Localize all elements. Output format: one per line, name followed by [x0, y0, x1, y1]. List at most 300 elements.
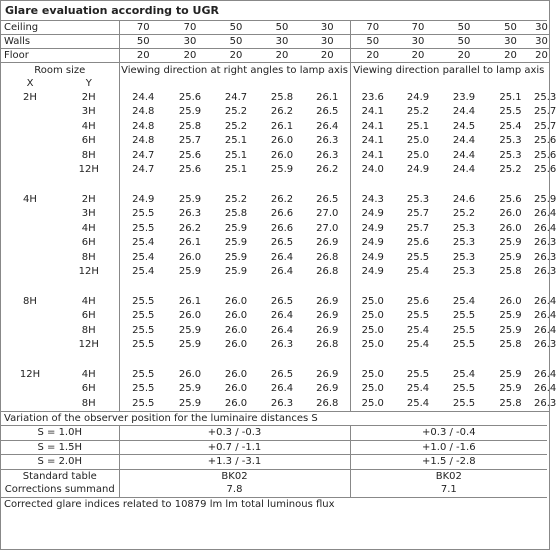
- surface-label: Walls: [1, 35, 119, 49]
- room-y-value: 8H: [59, 250, 119, 265]
- gap-cell: [119, 279, 350, 294]
- ugr-value: 26.2: [270, 106, 294, 118]
- ugr-value: 24.1: [361, 120, 384, 132]
- ugr-value: 25.1: [224, 135, 248, 147]
- ugr-value: 26.5: [305, 192, 350, 207]
- ugr-table-body: [1, 1, 556, 511]
- room-x-value: [1, 134, 59, 149]
- ugr-value: 26.8: [305, 338, 350, 353]
- ugr-value: 26.3: [534, 266, 556, 278]
- ugr-value: 26.0: [224, 324, 248, 336]
- ugr-value: 26.3: [270, 397, 294, 409]
- reflectance-value: 30: [535, 22, 548, 33]
- room-y-value: 4H: [59, 294, 119, 309]
- ugr-value: 25.8: [499, 266, 522, 278]
- blank-cell: [350, 77, 547, 90]
- ugr-value: 26.0: [499, 222, 522, 234]
- standard-table-parallel: BK02: [350, 469, 547, 483]
- gap-cell: [350, 177, 547, 192]
- room-x-value: [1, 119, 59, 134]
- room-y-value: 4H: [59, 119, 119, 134]
- ugr-value: 24.9: [132, 193, 155, 205]
- data-row: [1, 382, 549, 397]
- ugr-value: 26.3: [534, 339, 556, 351]
- ugr-value: 26.0: [224, 295, 248, 307]
- ugr-value: 25.2: [224, 106, 248, 118]
- ugr-value: 24.7: [132, 149, 155, 161]
- room-x-value: [1, 338, 59, 353]
- ugr-value: 25.2: [224, 120, 248, 132]
- blank-cell: [119, 77, 350, 90]
- ugr-value: 24.1: [361, 149, 384, 161]
- ugr-value: 25.3: [499, 149, 522, 161]
- ugr-value: 24.4: [452, 135, 476, 147]
- ugr-value: 25.9: [499, 237, 522, 249]
- gap-cell: [1, 352, 59, 367]
- room-y-value: 3H: [59, 105, 119, 120]
- ugr-value: 25.8: [224, 208, 248, 220]
- ugr-value: 26.3: [534, 237, 556, 249]
- footer-note-row: [1, 497, 549, 511]
- ugr-value: 26.6: [270, 222, 294, 234]
- ugr-value: 25.9: [178, 383, 202, 395]
- data-row: [1, 396, 549, 411]
- ugr-value: 25.5: [132, 383, 155, 395]
- ugr-value: 25.3: [452, 237, 476, 249]
- ugr-value: 25.6: [534, 149, 556, 161]
- ugr-value: 25.5: [132, 339, 155, 351]
- data-row: [1, 250, 549, 265]
- corrections-right: 7.8: [119, 483, 350, 497]
- ugr-value: 24.1: [361, 106, 384, 118]
- variation-label: Variation of the observer position for the luminaire distances S: [1, 411, 547, 426]
- ugr-value: 25.4: [132, 251, 155, 263]
- ugr-value: 24.9: [361, 251, 384, 263]
- ugr-value: 26.9: [305, 382, 350, 397]
- data-row: [1, 134, 549, 149]
- ugr-value: 25.1: [224, 149, 248, 161]
- reflectance-value: 20: [259, 49, 305, 63]
- ugr-value: 24.9: [406, 91, 430, 103]
- reflectance-value: 50: [213, 35, 259, 49]
- ugr-value: 26.2: [178, 222, 202, 234]
- ugr-value: 25.9: [224, 222, 248, 234]
- ugr-value: 25.2: [406, 106, 430, 118]
- variation-heading-row: [1, 411, 549, 426]
- standard-table-label: Standard table: [1, 469, 119, 483]
- ugr-value: 26.1: [178, 295, 202, 307]
- room-y-value: 6H: [59, 309, 119, 324]
- surface-row: [1, 49, 549, 63]
- ugr-value: 26.5: [305, 105, 350, 120]
- ugr-value: 25.5: [452, 310, 476, 322]
- ugr-value: 26.4: [534, 324, 556, 336]
- ugr-value: 26.9: [305, 323, 350, 338]
- ugr-value: 26.3: [178, 208, 202, 220]
- gap-cell: [59, 279, 119, 294]
- ugr-value: 24.9: [361, 266, 384, 278]
- gap-cell: [59, 177, 119, 192]
- room-x-value: 4H: [23, 193, 37, 205]
- ugr-value: 25.5: [132, 324, 155, 336]
- gap-cell: [59, 352, 119, 367]
- reflectance-value: 50: [119, 35, 167, 49]
- ugr-value: 25.9: [499, 368, 522, 380]
- ugr-value: 24.8: [132, 106, 155, 118]
- data-row: [1, 148, 549, 163]
- ugr-value: 25.7: [406, 208, 430, 220]
- ugr-value: 24.9: [361, 237, 384, 249]
- ugr-value: 25.9: [178, 193, 202, 205]
- ugr-value: 25.7: [406, 222, 430, 234]
- ugr-value: 23.9: [452, 91, 476, 103]
- variation-right-value: +0.7 / -1.1: [119, 440, 350, 455]
- ugr-value: 25.4: [406, 383, 430, 395]
- reflectance-value: 20: [305, 49, 350, 63]
- ugr-value: 24.4: [452, 106, 476, 118]
- ugr-value: 25.7: [178, 135, 202, 147]
- reflectance-value: 50: [441, 35, 487, 49]
- ugr-value: 25.2: [499, 164, 522, 176]
- ugr-value: 24.8: [132, 120, 155, 132]
- surface-row: [1, 35, 549, 49]
- ugr-value: 25.7: [534, 106, 556, 118]
- ugr-value: 26.4: [270, 383, 294, 395]
- surface-label: Floor: [1, 49, 119, 63]
- ugr-value: 26.0: [270, 135, 294, 147]
- ugr-value: 25.0: [361, 295, 384, 307]
- ugr-value: 24.3: [361, 193, 384, 205]
- ugr-value: 25.9: [270, 164, 294, 176]
- gap-cell: [350, 352, 547, 367]
- ugr-value: 25.9: [499, 251, 522, 263]
- ugr-value: 25.4: [132, 237, 155, 249]
- ugr-value: 26.3: [534, 397, 556, 409]
- room-x-value: [1, 163, 59, 178]
- group-gap: [1, 352, 549, 367]
- room-x-value: 2H: [23, 91, 37, 103]
- ugr-value: 26.8: [305, 396, 350, 411]
- ugr-value: 24.4: [452, 149, 476, 161]
- reflectance-value: 20: [350, 49, 395, 63]
- ugr-value: 26.0: [178, 368, 202, 380]
- ugr-value: 26.0: [224, 397, 248, 409]
- ugr-value: 26.8: [305, 250, 350, 265]
- data-row: [1, 236, 549, 251]
- reflectance-value: 20: [395, 49, 441, 63]
- room-x-value: [1, 265, 59, 280]
- ugr-value: 25.3: [452, 222, 476, 234]
- ugr-value: 24.9: [361, 208, 384, 220]
- ugr-value: 25.8: [178, 120, 202, 132]
- title-row: [1, 1, 549, 21]
- ugr-value: 25.6: [178, 91, 202, 103]
- x-label: X: [26, 78, 34, 89]
- ugr-value: 25.7: [534, 120, 556, 132]
- data-row: [1, 265, 549, 280]
- ugr-value: 25.4: [406, 324, 430, 336]
- ugr-value: 26.5: [270, 295, 294, 307]
- ugr-value: 26.3: [305, 148, 350, 163]
- data-row: [1, 221, 549, 236]
- direction-right-angles: Viewing direction at right angles to lamp axis: [119, 63, 350, 78]
- gap-cell: [119, 352, 350, 367]
- ugr-value: 24.4: [132, 91, 155, 103]
- ugr-value: 25.4: [132, 266, 155, 278]
- room-x-value: [1, 148, 59, 163]
- data-row: [1, 207, 549, 222]
- ugr-value: 25.6: [178, 164, 202, 176]
- ugr-value: 25.3: [499, 135, 522, 147]
- ugr-value: 26.0: [224, 310, 248, 322]
- variation-row: [1, 426, 549, 441]
- room-y-value: 2H: [59, 90, 119, 105]
- data-row: [1, 323, 549, 338]
- room-y-value: 3H: [59, 207, 119, 222]
- ugr-value: 25.0: [361, 339, 384, 351]
- corrections-parallel: 7.1: [440, 484, 457, 496]
- room-y-value: 8H: [59, 396, 119, 411]
- standard-table-row: [1, 469, 549, 483]
- ugr-value: 25.4: [406, 266, 430, 278]
- data-row: [1, 338, 549, 353]
- ugr-value: 25.5: [406, 251, 430, 263]
- gap-cell: [119, 177, 350, 192]
- ugr-value: 24.7: [224, 91, 248, 103]
- ugr-value: 25.3: [452, 266, 476, 278]
- variation-s-label: S = 1.0H: [1, 426, 119, 441]
- variation-right-value: +0.3 / -0.3: [119, 426, 350, 441]
- room-y-value: 12H: [59, 163, 119, 178]
- ugr-value: 26.9: [305, 294, 350, 309]
- ugr-value: 25.4: [406, 339, 430, 351]
- ugr-value: 25.5: [499, 106, 522, 118]
- ugr-value: 25.6: [406, 295, 430, 307]
- ugr-value: 24.1: [361, 135, 384, 147]
- ugr-value: 27.0: [305, 207, 350, 222]
- ugr-value: 26.0: [224, 339, 248, 351]
- ugr-value: 24.0: [361, 164, 384, 176]
- ugr-value: 25.6: [406, 237, 430, 249]
- ugr-value: 25.5: [132, 208, 155, 220]
- ugr-value: 26.0: [178, 310, 202, 322]
- ugr-value: 25.9: [224, 266, 248, 278]
- ugr-value: 25.0: [406, 135, 430, 147]
- ugr-table: [1, 1, 556, 511]
- room-y-value: 6H: [59, 382, 119, 397]
- ugr-value: 26.4: [270, 310, 294, 322]
- ugr-value: 25.8: [270, 91, 294, 103]
- room-y-value: 2H: [59, 192, 119, 207]
- ugr-value: 26.0: [224, 368, 248, 380]
- ugr-value: 24.6: [452, 193, 476, 205]
- ugr-value: 26.9: [305, 309, 350, 324]
- ugr-value: 25.0: [361, 368, 384, 380]
- ugr-value: 25.0: [361, 324, 384, 336]
- room-size-label: Room size: [1, 63, 119, 78]
- ugr-value: 25.3: [452, 251, 476, 263]
- standard-table-right: BK02: [119, 469, 350, 483]
- ugr-value: 26.9: [305, 367, 350, 382]
- ugr-value: 25.6: [178, 149, 202, 161]
- reflectance-value: 50: [259, 21, 305, 35]
- reflectance-value: 20: [119, 49, 167, 63]
- room-x-value: [1, 250, 59, 265]
- ugr-value: 25.9: [178, 324, 202, 336]
- ugr-value: 25.6: [499, 193, 522, 205]
- reflectance-value: 30: [305, 35, 350, 49]
- ugr-value: 25.9: [178, 266, 202, 278]
- room-x-value: 8H: [23, 295, 37, 307]
- ugr-value: 25.3: [406, 193, 430, 205]
- ugr-value: 26.4: [270, 251, 294, 263]
- room-x-value: [1, 323, 59, 338]
- ugr-value: 24.7: [132, 164, 155, 176]
- ugr-value: 25.2: [224, 193, 248, 205]
- ugr-value: 25.9: [499, 324, 522, 336]
- ugr-value: 25.5: [132, 295, 155, 307]
- ugr-value: 23.6: [361, 91, 384, 103]
- room-y-value: 8H: [59, 148, 119, 163]
- room-y-value: 12H: [59, 338, 119, 353]
- data-row: [1, 163, 549, 178]
- ugr-value: 26.0: [224, 383, 248, 395]
- reflectance-value: 20: [535, 50, 548, 61]
- reflectance-value: 30: [305, 21, 350, 35]
- ugr-value: 26.0: [499, 295, 522, 307]
- ugr-value: 25.9: [178, 397, 202, 409]
- ugr-value: 25.9: [499, 310, 522, 322]
- ugr-value: 26.4: [534, 295, 556, 307]
- room-x-value: 12H: [19, 368, 41, 380]
- ugr-value: 25.2: [452, 208, 476, 220]
- reflectance-value: 20: [487, 49, 534, 63]
- ugr-value: 25.0: [361, 383, 384, 395]
- ugr-value: 25.6: [534, 135, 556, 147]
- variation-parallel-value: +1.0 / -1.6: [350, 440, 547, 455]
- ugr-value: 26.3: [305, 134, 350, 149]
- ugr-value: 25.5: [452, 397, 476, 409]
- ugr-value: 25.5: [132, 222, 155, 234]
- room-x-value: [1, 221, 59, 236]
- ugr-value: 26.4: [534, 208, 556, 220]
- room-y-value: 6H: [59, 236, 119, 251]
- reflectance-value: 50: [487, 21, 534, 35]
- data-row: [1, 90, 549, 105]
- ugr-value: 25.9: [178, 106, 202, 118]
- room-y-value: 4H: [59, 221, 119, 236]
- data-row: [1, 294, 549, 309]
- data-row: [1, 367, 549, 382]
- ugr-value: 26.6: [270, 208, 294, 220]
- ugr-value: 25.4: [406, 397, 430, 409]
- reflectance-value: 50: [350, 35, 395, 49]
- ugr-value: 25.5: [452, 383, 476, 395]
- surface-label: Ceiling: [1, 21, 119, 35]
- footer-note: Corrected glare indices related to 10879 lm lm total luminous flux: [1, 497, 547, 511]
- ugr-value: 25.6: [534, 164, 556, 176]
- reflectance-value: 70: [119, 21, 167, 35]
- reflectance-value: 20: [167, 49, 213, 63]
- reflectance-value: 20: [441, 49, 487, 63]
- ugr-value: 24.9: [406, 164, 430, 176]
- reflectance-value: 20: [213, 49, 259, 63]
- ugr-value: 26.0: [270, 149, 294, 161]
- variation-s-label: S = 2.0H: [1, 455, 119, 470]
- gap-cell: [1, 279, 59, 294]
- surface-row: [1, 21, 549, 35]
- ugr-value: 26.0: [178, 251, 202, 263]
- group-gap: [1, 177, 549, 192]
- room-y-value: 8H: [59, 323, 119, 338]
- ugr-value: 25.0: [361, 397, 384, 409]
- ugr-value: 25.9: [224, 251, 248, 263]
- direction-parallel: Viewing direction parallel to lamp axis: [353, 64, 545, 76]
- corrections-row: [1, 483, 549, 497]
- header-row: [1, 63, 549, 78]
- ugr-value: 25.1: [224, 164, 248, 176]
- reflectance-value: 30: [487, 35, 534, 49]
- reflectance-value: 30: [535, 36, 548, 47]
- ugr-value: 25.5: [132, 310, 155, 322]
- ugr-value: 26.4: [270, 324, 294, 336]
- ugr-value: 25.5: [406, 310, 430, 322]
- reflectance-value: 70: [350, 21, 395, 35]
- variation-parallel-value: +1.5 / -2.8: [350, 455, 547, 470]
- ugr-value: 24.8: [132, 135, 155, 147]
- ugr-value: 26.9: [305, 236, 350, 251]
- ugr-value: 25.4: [452, 295, 476, 307]
- room-y-value: 12H: [59, 265, 119, 280]
- ugr-value: 25.4: [452, 368, 476, 380]
- ugr-value: 25.9: [178, 339, 202, 351]
- data-row: [1, 105, 549, 120]
- y-label: Y: [59, 77, 119, 90]
- reflectance-value: 50: [441, 21, 487, 35]
- xy-row: [1, 77, 549, 90]
- room-y-value: 4H: [59, 367, 119, 382]
- room-x-value: [1, 382, 59, 397]
- ugr-value: 25.5: [406, 368, 430, 380]
- group-gap: [1, 279, 549, 294]
- gap-cell: [1, 177, 59, 192]
- room-x-value: [1, 309, 59, 324]
- ugr-value: 26.1: [178, 237, 202, 249]
- data-row: [1, 192, 549, 207]
- corrections-label: Corrections summand: [1, 483, 119, 497]
- ugr-value: 26.5: [270, 368, 294, 380]
- ugr-value: 25.9: [534, 193, 556, 205]
- ugr-value: 25.8: [499, 339, 522, 351]
- data-row: [1, 119, 549, 134]
- ugr-value: 25.5: [452, 339, 476, 351]
- ugr-value: 25.4: [499, 120, 522, 132]
- variation-parallel-value: +0.3 / -0.4: [350, 426, 547, 441]
- variation-right-value: +1.3 / -3.1: [119, 455, 350, 470]
- data-row: [1, 309, 549, 324]
- ugr-value: 26.1: [305, 90, 350, 105]
- ugr-value: 25.5: [132, 368, 155, 380]
- room-x-value: [1, 396, 59, 411]
- ugr-value: 24.4: [452, 164, 476, 176]
- ugr-value: 25.8: [499, 397, 522, 409]
- ugr-value: 24.5: [452, 120, 476, 132]
- room-x-value: [1, 207, 59, 222]
- ugr-value: 25.9: [499, 383, 522, 395]
- room-x-value: [1, 236, 59, 251]
- ugr-value: 25.1: [499, 91, 522, 103]
- ugr-value: 26.3: [270, 339, 294, 351]
